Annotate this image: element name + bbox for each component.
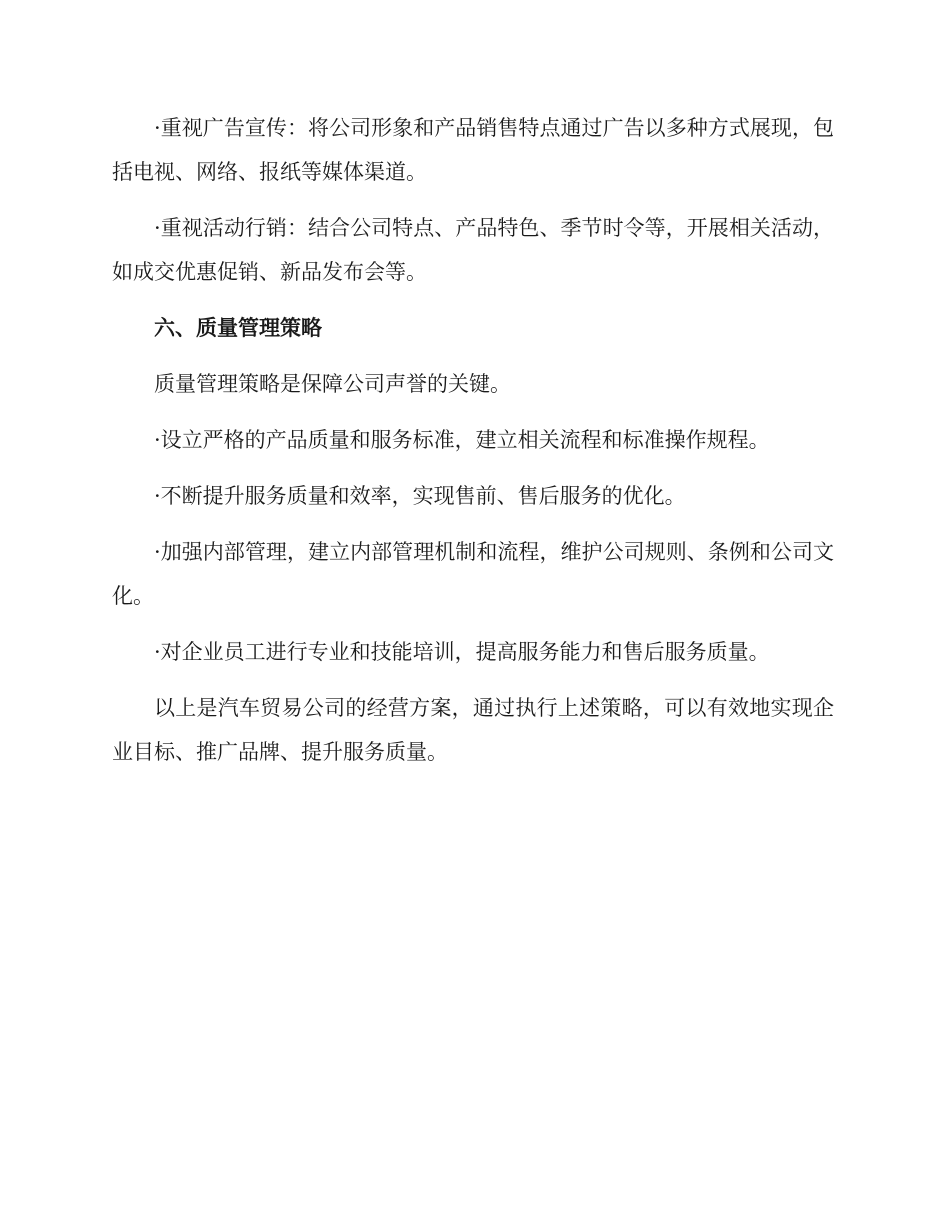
document-body xyxy=(112,106,834,786)
bullet-event-marketing: ·重视活动行销：结合公司特点、产品特色、季节时令等，开展相关活动，如成交优惠促销、新品发布会等。 xyxy=(112,216,834,284)
bullet-staff-training: ·对企业员工进行专业和技能培训，提高服务能力和售后服务质量。 xyxy=(154,640,770,664)
bullet-service-improvement: ·不断提升服务质量和效率，实现售前、售后服务的优化。 xyxy=(154,484,686,508)
quality-intro-paragraph: 质量管理策略是保障公司声誉的关键。 xyxy=(154,372,511,396)
bullet-internal-management: ·加强内部管理，建立内部管理机制和流程，维护公司规则、条例和公司文化。 xyxy=(112,540,834,608)
bullet-quality-standards: ·设立严格的产品质量和服务标准，建立相关流程和标准操作规程。 xyxy=(154,428,770,452)
bullet-advertising: ·重视广告宣传：将公司形象和产品销售特点通过广告以多种方式展现，包括电视、网络、报纸等媒体渠道。 xyxy=(112,116,834,184)
section-heading-quality-management: 六、质量管理策略 xyxy=(154,316,322,340)
conclusion-paragraph: 以上是汽车贸易公司的经营方案，通过执行上述策略，可以有效地实现企业目标、推广品牌、提升服务质量。 xyxy=(112,696,834,764)
